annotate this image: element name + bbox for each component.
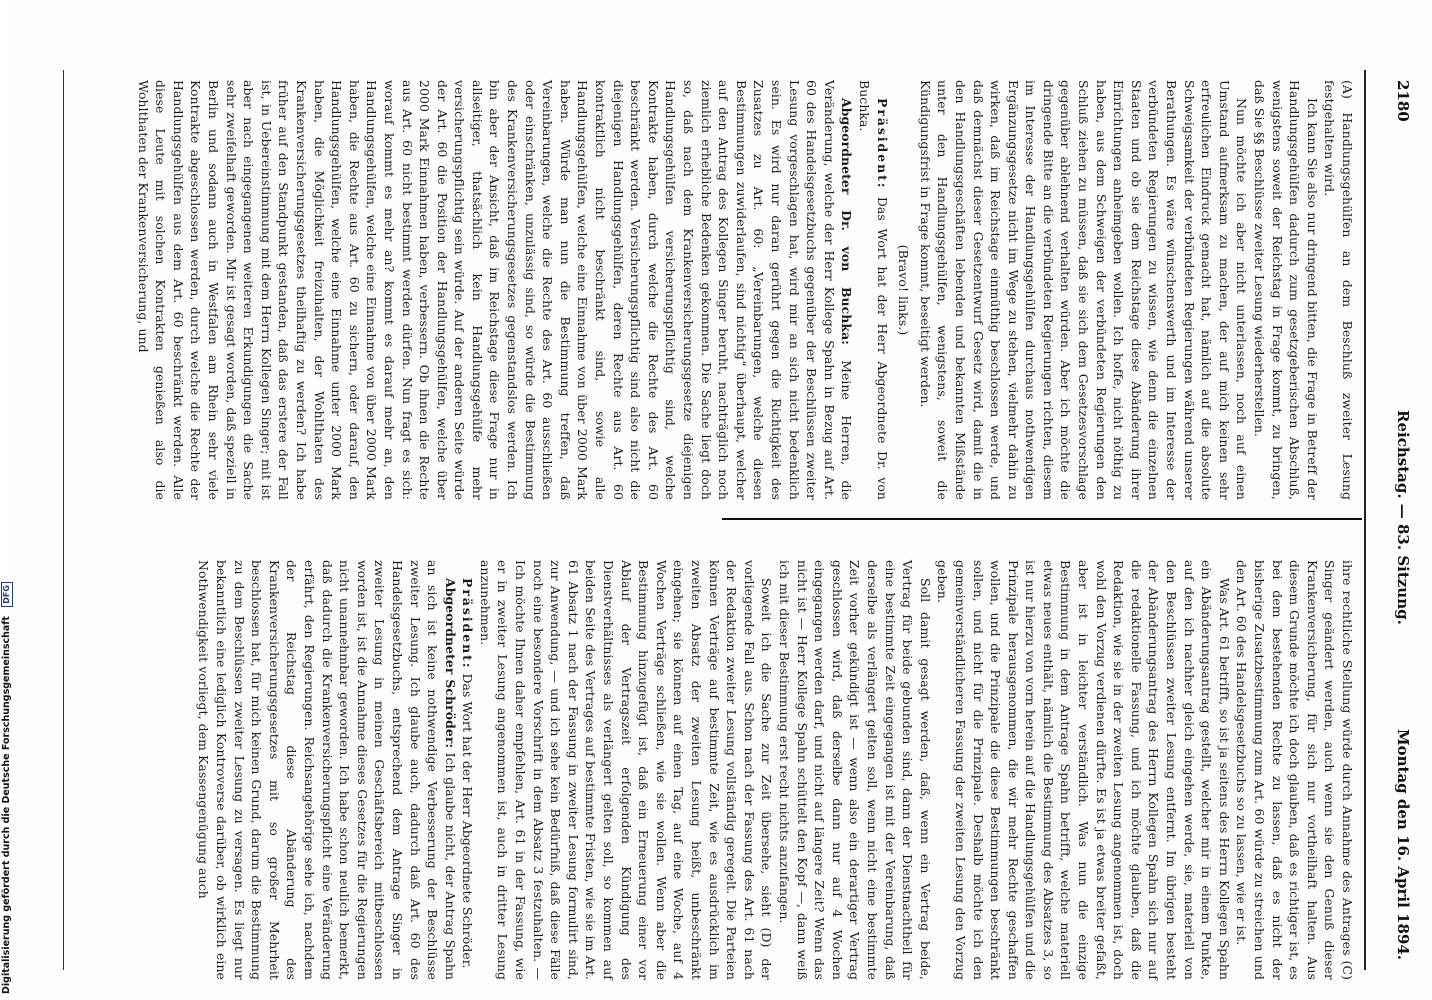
speech-text: Meine Herren, die Veränderung, welche der Herr Kollege Spahn in Bezug auf Art. 60 des Handelsgesetzbuchs gegenüber der Beschlüssen zweiter Lesung vorgeschlagen hat, wird mir an sich nicht bedenklich sein. Es wird nur daran gerührt gegen die Richtigkeit des Zusatzes zu Art. 60: „Vereinbarungen, welche diesen Bestimmungen zuwiderlaufen, sind nichtig“ überhaupt, welcher auf den Antrag des Kollegen Singer beruht, nachträglich noch ziemlich erhebliche Bedenken gekommen. Die Sache liegt doch so, daß nach dem Krankenversicherungsgesetze diejenigen Handlungsgehülfen versicherungspflichtig sind, welche Kontrakte haben, durch welche die Rechte des Art. 60 beschränkt werden. Versicherungspflichtig sind also nicht die diejenigen Handlungsgehülfen, deren Rechte aus Art. 60 kontraktlich nicht beschränkt sind, sowie alle Handlungsgehülfen, welche eine Einnahme von über 2000 Mark haben. Würde man nun die Bestimmung treffen, daß Vereinbarungen, welche die Rechte des Art. 60 ausschließen oder einschränken, unzulässig sind, so würde die Bestimmung des Krankenversicherungsgesetzes gegenstandslos werden. Ich bin aber der Ansicht, daß im Reichstage diese Frage nur in allseitiger, thatsächlich kein Handlungsgehülfe mehr versicherungspflichtig sein würde. Auf der anderen Seite würde der Art. 60 die Position der Handlungsgehülfen, welche über 2000 Mark Einnahmen haben, verbessern. Ob ihnen die Rechte aus Art. 60 nicht bestimmt werden dürfen. Nun fragt es sich: worauf kommt es mehr an? kommt es darauf mehr an, den Handlungsgehülfen, welche eine Einnahme von über 2000 Mark haben, die Rechte aus Art. 60 zu sichern, oder darauf, den Handlungsgehülfen, welche eine Einnahme unter 2000 Mark haben, die Möglichkeit freizuhalten, der Wohlthaten des Krankenversicherungsgesetzes theilhaftig zu werden? Ich habe früher auf den Standpunkt gestanden, daß das erstere der Fall ist, in Uebereinstimmung mit dem Herrn Kollegen Singer; mit ist aber nach eingegangenen weiteren Erkundigungen die Sache sehr zweifelhaft geworden. Mir ist gesagt worden, daß speziell in Berlin und sodann auch in Westfalen am Rhein sehr viele Kontrakte abgeschlossen werden, durch welche die Rechte der Handlungsgehülfen aus dem Art. 60 beschränkt werden. Alle diese Leute mit solchen Kontrakten genießen also die Wohlthaten der Krankenversicherung, und bbox=[135, 80, 855, 500]
paragraph: Nun möchte ich aber nicht unterlassen, noch auf einen Umstand aufmerksam zu machen, der auf mich keinen sehr erfreulichen Eindruck gemacht hat, nämlich auf die absolute Schweigsamkeit der verbündeten Regierungen während unserer Berathungen. Es wäre wünschenswerth und im Interesse der verbündeten Regierungen zu wissen, wie denn die einzelnen Staaten und ob sie dem Reichstage diese Abänderung ihrer Einrichtungen anheimgeben wollen. Ich hoffe, nicht nöthig zu haben, aus dem Schweigen der verbündeten Regierungen den Schluß ziehen zu müssen, daß sie sich dem Gesetzesvorschlage gegenüber ablehnend verhalten würden. Aber ich möchte die dringende Bitte an die verbündeten Regierungen richten, diesem im Interesse der Handlungsgehülfen durchaus nothwendigen Ergänzungsgesetze nicht im Wege zu stehen, vielmehr dahin zu wirken, daß im Reichstage einmüthig beschlossen werde, und daß demnächst dieser Gesetzentwurf Gesetz wird, damit die in den Handlungsgeschäften lebenden und bekannten Mißstände unter den Handlungsgehülfen, wenigstens, soweit die Kündigungsfrist in Frage kommt, beseitigt werden. bbox=[917, 80, 1250, 500]
paragraph bbox=[459, 560, 477, 980]
applause-note: (Bravo! links.) bbox=[896, 244, 912, 336]
dfg-logo: DFG bbox=[1, 582, 13, 607]
speech-text: Das Wort hat der Herr Abgeordnete Schröder. bbox=[460, 673, 476, 969]
footer-rule bbox=[63, 70, 64, 970]
paragraph: Ich kann Sie also nur dringend bitten, die Frage in Betreff der Handlungsgehülfen dadurch zum gesetzgeberischen Abschluß, wenigstens soweit der Reichstag in Frage kommt, zu bringen, daß Sie §§ Beschlüsse zweiter Lesung wiederherstellen. bbox=[1252, 80, 1320, 500]
speech-text: Ich glaube nicht, der Antrag Spahn an sich ist keine nothwendige Verbesserung der Beschlüsse zweiter Lesung. Ich glaube auch, dadurch daß Art. 60 des Handelsgesetzbuchs, entsprechend dem Antrage Singer in zweiter Lesung in meinen Geschäftsbereich mitbeschlossen worden ist, ist die Annahme dieses Gesetzes für die Regierungen nicht unannehmbar geworden. Ich habe schon neulich bemerkt, daß dadurch die Krankenversicherungspflicht eine Veränderung erfährt, den Regierungen. Reichsangehörige sehe ich, nachdem der Reichstag diese Abänderung des Krankenversicherungsgesetzes mit so großer Mehrheit beschlossen hat, für mich keinen Grund, darum die Bestimmung zu dem Beschlüssen zweiter Lesung zu versagen. Es liegt nur bekanntlich eine lediglich Kontroverse darüber, ob wirklich eine Nothwendigkeit vorliegt, dem Kassengenügung auch bbox=[196, 560, 458, 981]
page-header bbox=[1372, 80, 1432, 960]
header-rule bbox=[1364, 70, 1366, 970]
credit-strip bbox=[0, 0, 14, 1000]
paragraph: (A) Handlungsgehülfen an dem Beschluß zweiter Lesung festgehalten wird. bbox=[1322, 80, 1355, 500]
speech-text: Das Wort hat der Herr Abgeordnete Dr. von Buchka. bbox=[856, 80, 890, 500]
column-divider bbox=[722, 518, 1362, 520]
speaker-label: Abgeordneter Schröder: bbox=[442, 578, 458, 749]
speaker-label: Präsident: bbox=[874, 98, 890, 190]
paragraph: Soweit ich die Sache zur Zeit übersehe, sieht (D) der vorliegende Fall aus. Schon nach der Fassung des Art. 61 nach der Redaktion zweiter Lesung vollständig geregelt. Die Parteien können Verträge auf bestimmte Zeit, wie es ausdrücklich im zweiten Absatz der zweiten Lesung heißt, unbeschränkt eingehen; sie können auf einen Tag, auf eine Woche, auf 4 Wochen Verträge schließen, wie sie wollen. Wenn aber die Bestimmung hinzugefügt ist, daß ein Erneuerung einer vor Ablauf der Vertragszeit erfolgenden Kündigung des Dienstverhältnisses als verlängert gelten soll, so kommen auf beiden Seite des Vertrages auf bestimmte Fristen, wie sie im Art. 61 Absatz 1 nach der Fassung in zweiter Lesung formulirt sind, zur Anwendung, — und ich sehe kein Bedürfniß, daß diese Fälle noch eine besondere Vorschrift in dem Absatz 3 festzuhalten. — Ich möchte Ihnen daher empfehlen, Art. 61 in der Fassung, wie er in zweiter Lesung angenommen ist, auch in dritter Lesung anzunehmen. bbox=[477, 560, 775, 980]
credit-text: Digitalisierung gefördert durch die Deutsche Forschungsgemeinschaft bbox=[1, 616, 12, 994]
paragraph: Was Art. 61 betrifft, so ist ja seitens des Herrn Kollegen Spahn ein Abänderungsantrag gestellt, welcher mir in einem Punkte, auf den ich nachher gleich eingehen werde, sie, materiell von den Beschlüssen zweiter Lesung entfernt. Im übrigen besteht der Abänderungsantrag des Herrn Kollegen Spahn sich nur auf die redaktionelle Fassung, und ich möchte glauben, daß die Redaktion, wie sie in der zweiten Lesung angenommen ist, doch wohl den Vorzug verdienen dürfte. Es ist ja etwas breiter gefaßt, aber ist in leichter verständlich. Was nun die einzige Bestimmung in dem Antrage Spahn betrifft, welche materiell etwas neues enthält, nämlich die Bestimmung des Absatzes 3, so ist nur hierzu von vorn herein auf die Handlungsgehülfen und die Prinzipale herausgenommen, die wir mehr Rechte geschaffen wollen, und die Prinzipale die diese Bestimmungen beschränkt sollen, und nicht für die Prinzipale. Deshalb möchte ich den gemeinverständlicheren Fassung der zweiten Lesung den Vorzug geben. bbox=[935, 560, 1232, 980]
running-title: Reichstag. — 83. Sitzung. bbox=[1394, 410, 1412, 625]
speaker-label: Präsident: bbox=[460, 578, 476, 670]
left-column bbox=[134, 80, 1356, 500]
paragraph: Soll damit gesagt werden, daß, wenn ein Vertrag beide, Vertrag für beide gebunden sind, dann der Dienstnachtheil für eine bestimmte Zeit eingegangen ist mit der Vereinbarung, daß derselbe als verlängert gelten soll, wenn nicht eine bestimmte Zeit vorher gekündigt ist — wenn also ein derartiger Vertrag geschlossen wird, daß derselbe dann nur auf 4 Wochen eingegangen werden darf, und nicht auf längere Zeit? Wenn das nicht ist — Herr Kollege Spahn schüttelt den Kopf —, dann weiß ich mit dieser Bestimmung erst recht nichts anzufangen. bbox=[777, 560, 933, 980]
paragraph bbox=[855, 80, 890, 500]
session-date: Montag den 16. April 1894. bbox=[1394, 729, 1412, 960]
paragraph bbox=[134, 80, 855, 500]
paragraph: ihre rechtliche Stellung würde durch Annahme des Antrages (C) Singer geändert werden, auch wenn sie den Genuß dieser Krankenversicherung, für sich nur vortheilhaft halten. Aus diesem Grunde möchte ich doch glauben, daß es richtiger ist, es bei dem bestehenden Rechte zu lassen, daß es nicht der bisherige Zusatzbestimmung zum Art. 60 würde zu streichen und den Art. 60 des Handelsgesetzbuchs so zu lassen, wie er ist. bbox=[1234, 560, 1355, 980]
page-number: 2180 bbox=[1394, 80, 1412, 122]
speaker-label: Abgeordneter Dr. von Buchka: bbox=[839, 98, 855, 345]
paragraph bbox=[195, 560, 459, 980]
right-column bbox=[195, 560, 1356, 980]
digitization-credit bbox=[0, 0, 14, 1000]
